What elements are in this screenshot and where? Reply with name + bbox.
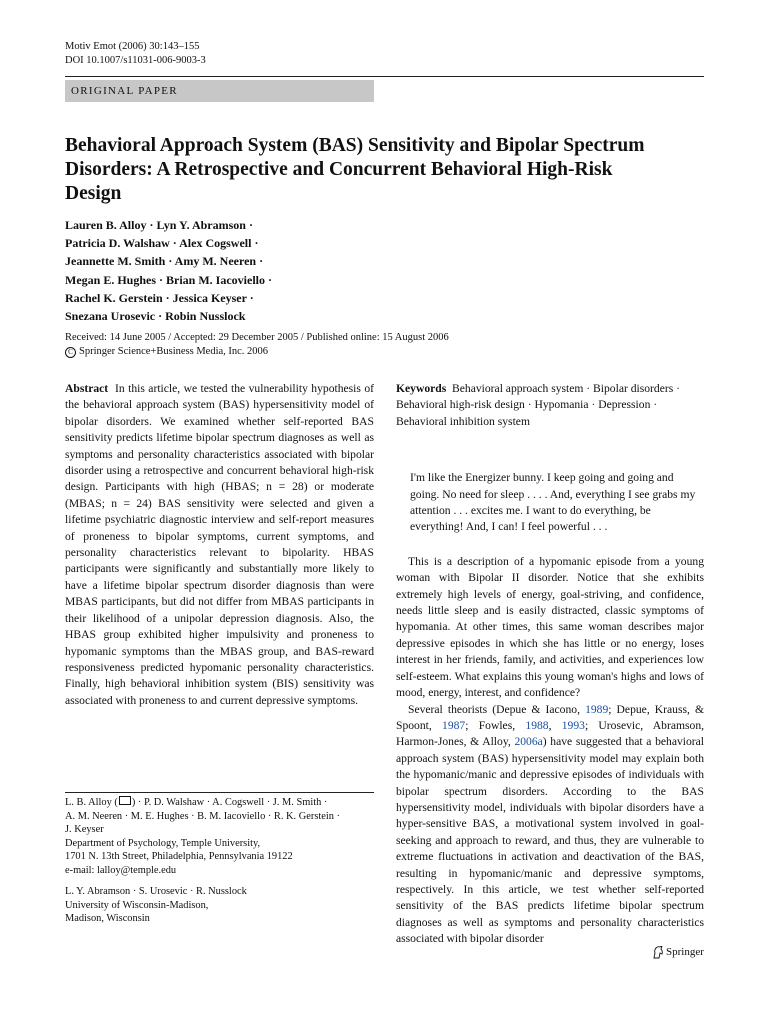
affiliation-line: A. M. Neeren · M. E. Hughes · B. M. Iacoviello · R. K. Gerstein ·: [65, 810, 341, 822]
author-line: Megan E. Hughes · Brian M. Iacoviello ·: [65, 272, 272, 287]
epigraph-quote: I'm like the Energizer bunny. I keep going and going and going. No need for sleep . . . . And, everything I see grabs my attention . . . excites me. I want to do everything, be everything! And, I can! I feel powerful . . .: [410, 471, 696, 534]
paper-title: Behavioral Approach System (BAS) Sensitivity and Bipolar Spectrum Disorders: A Retrospective and Concurrent Behavioral High-Risk Design: [65, 135, 645, 204]
affiliation-email[interactable]: e-mail: lalloy@temple.edu: [65, 864, 177, 876]
citation-link[interactable]: 2006a: [514, 735, 543, 749]
footnote-rule: [65, 792, 374, 793]
journal-citation: Motiv Emot (2006) 30:143–155: [65, 41, 200, 52]
journal-header: [65, 40, 206, 68]
keywords-label: Keywords: [396, 382, 447, 395]
author-line: Lauren B. Alloy · Lyn Y. Abramson ·: [65, 218, 253, 232]
author-line: Snezana Urosevic · Robin Nusslock: [65, 309, 246, 324]
history-dates: Received: 14 June 2005 / Accepted: 29 December 2005 / Published online: 15 August 2006: [65, 332, 449, 343]
keywords: [396, 381, 704, 430]
citation-link[interactable]: 1993: [561, 718, 585, 732]
citation-link[interactable]: 1989: [585, 702, 609, 716]
affiliation-wisconsin: [65, 885, 374, 926]
affiliation-line: L. Y. Abramson · S. Urosevic · R. Nusslock: [65, 886, 247, 897]
citation-link[interactable]: 1988: [525, 718, 549, 732]
abstract-label: Abstract: [65, 382, 109, 395]
affiliation-line: J. Keyser: [65, 824, 104, 835]
keywords-text: Behavioral approach system · Bipolar disorders · Behavioral high-risk design · Hypomania · Depression · Behavioral inhibition system: [396, 382, 680, 428]
affiliation-temple: [65, 796, 374, 877]
author-list: [65, 216, 525, 325]
envelope-icon: [119, 796, 131, 805]
journal-doi: DOI 10.1007/s11031-006-9003-3: [65, 55, 206, 66]
affiliation-line: Department of Psychology, Temple University,: [65, 837, 261, 849]
publisher-name: Springer: [666, 946, 704, 958]
right-column: [396, 381, 704, 948]
body-paragraph: Several theorists (Depue & Iacono, 1989; Depue, Krauss, & Spoont, 1987; Fowles, 1988, 1993; Urosevic, Abramson, Harmon-Jones, & Alloy, 2006a) have suggested that a behavioral approach system (BAS) hypersensitivity model may explain both the hypomanic/manic and depressive episodes of individuals with bipolar spectrum disorders. According to the BAS hypersensitivity model, individuals with bipolar disorders have a hyper-sensitive BAS, a motivational system involved in goal-seeking and approach to reward, and thus, they are vulnerable to extreme fluctuations in activation and deactivation of the BAS, resulting in hypomanic/manic and depressive symptoms, respectively. In this article, we test whether self-reported sensitivity of the BAS predicts lifetime bipolar spectrum diagnoses as well as symptoms and personality characteristics associated with bipolar disorder: [396, 702, 705, 946]
copyright-line: [65, 345, 449, 359]
publisher-logo: [652, 945, 704, 959]
citation-link[interactable]: 1987: [442, 718, 466, 732]
affiliation-line: 1701 N. 13th Street, Philadelphia, Pennsylvania 19122: [65, 851, 293, 862]
header-rule: [65, 76, 704, 77]
author-line: Jeannette M. Smith · Amy M. Neeren ·: [65, 254, 264, 269]
affiliation-line: L. B. Alloy ( ) · P. D. Walshaw · A. Cogswell · J. M. Smith ·: [65, 797, 328, 808]
article-type-banner: ORIGINAL PAPER: [65, 80, 374, 102]
affiliation-line: University of Wisconsin-Madison,: [65, 899, 209, 911]
affiliation-line: Madison, Wisconsin: [65, 913, 150, 924]
publication-dates: [65, 331, 449, 359]
abstract-text: In this article, we tested the vulnerability hypothesis of the behavioral approach system (BAS) hypersensitivity model of bipolar disorders. We examined whether self-reported BAS sensitivity predicts lifetime bipolar spectrum diagnoses as well as symptoms and personality characteristics associated with bipolar disorder using a retrospective and concurrent behavioral high-risk design. Participants with high (HBAS; n = 28) or moderate (MBAS; n = 24) BAS sensitivity were selected and given a lifetime psychiatric diagnostic interview and self-report measures of proneness to bipolar symptoms, current symptoms, and personality characteristics relevant to bipolarity. HBAS participants were significantly and substantially more likely to have a lifetime bipolar spectrum disorder diagnosis than were MBAS participants, but did not differ from MBAS participants in their likelihood of a unipolar depression diagnosis. Also, the HBAS group exhibited higher impulsivity and proneness to hypomanic symptoms than the MBAS group, and BAS-reward responsiveness predicted hypomanic personality characteristics. Finally, high behavioral inhibition system (BIS) sensitivity was associated with proneness to and current depressive symptoms.: [65, 382, 374, 707]
author-line: Rachel K. Gerstein · Jessica Keyser ·: [65, 290, 254, 305]
copyright-text: Springer Science+Business Media, Inc. 2006: [79, 346, 269, 357]
abstract: [65, 381, 374, 709]
left-column: [65, 381, 374, 709]
springer-horse-icon: [652, 946, 664, 959]
copyright-icon: C: [65, 347, 76, 358]
author-line: Patricia D. Walshaw · Alex Cogswell ·: [65, 236, 259, 251]
body-paragraph: This is a description of a hypomanic episode from a young woman with Bipolar II disorder. Notice that she exhibits extremely high levels of energy, goal-striving, and confidence, needs little sleep and is easily distracted, classic symptoms of hypomania. At other times, this same woman describes major depressive episodes in which she has little or no energy, loses interest in her friends, family, and activities, and experiences low self-esteem. What explains this young woman's highs and lows of mood, energy, interest, and confidence?: [396, 554, 704, 700]
